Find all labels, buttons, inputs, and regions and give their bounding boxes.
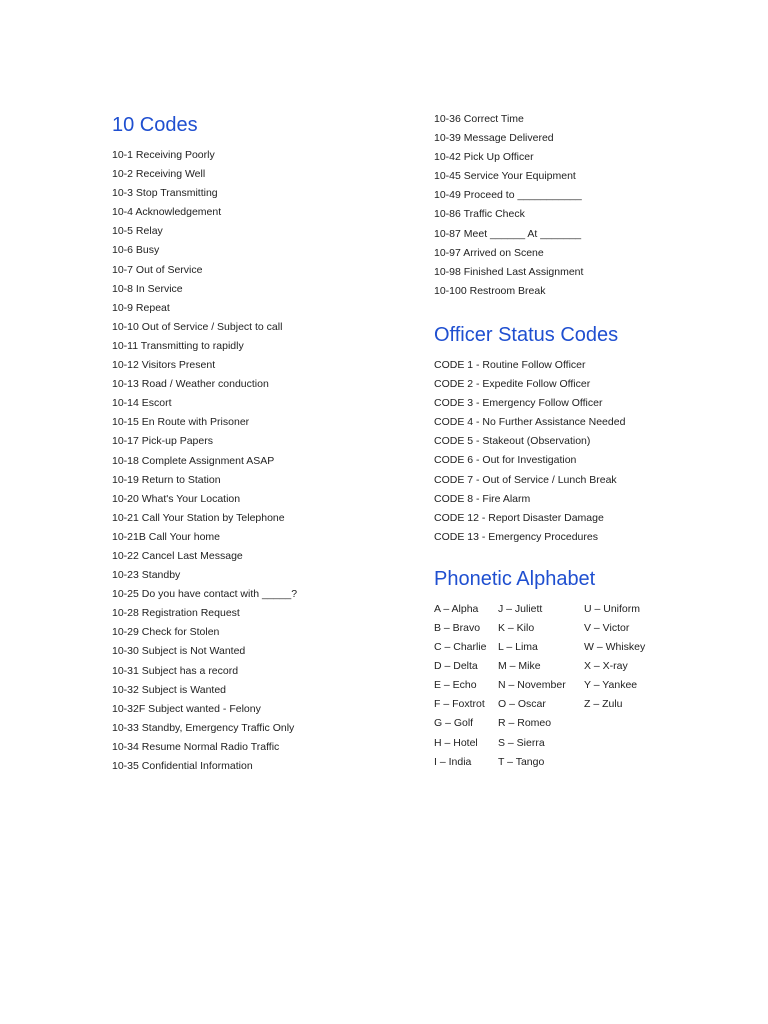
list-item: 10-12 Visitors Present: [112, 359, 216, 372]
list-item: CODE 4 - No Further Assistance Needed: [434, 416, 626, 429]
phonetic-entry: Y – Yankee: [584, 679, 638, 692]
phonetic-entry: D – Delta: [434, 660, 478, 673]
phonetic-entry: S – Sierra: [498, 736, 545, 749]
list-item: 10-21 Call Your Station by Telephone: [112, 511, 285, 524]
list-item: 10-17 Pick-up Papers: [112, 435, 213, 448]
list-item: 10-35 Confidential Information: [112, 760, 253, 772]
list-item: 10-45 Service Your Equipment: [434, 170, 576, 183]
list-item: 10-32 Subject is Wanted: [112, 683, 227, 696]
officer-status-heading: Officer Status Codes: [434, 323, 619, 346]
list-item: 10-29 Check for Stolen: [112, 626, 220, 639]
phonetic-entry: C – Charlie: [434, 641, 487, 654]
phonetic-entry: H – Hotel: [434, 736, 478, 749]
phonetic-entry: T – Tango: [498, 755, 545, 768]
list-item: 10-42 Pick Up Officer: [434, 151, 534, 164]
phonetic-entry: [584, 714, 674, 733]
list-item: CODE 12 - Report Disaster Damage: [434, 511, 604, 524]
list-item: 10-21B Call Your home: [112, 530, 220, 543]
list-item: 10-6 Busy: [112, 244, 160, 257]
list-item: 10-9 Repeat: [112, 301, 170, 314]
phonetic-entry: [584, 734, 674, 753]
phonetic-entry: R – Romeo: [498, 717, 552, 730]
list-item: 10-13 Road / Weather conduction: [112, 378, 269, 391]
list-item: 10-2 Receiving Well: [112, 168, 206, 181]
right-column: [434, 110, 734, 772]
list-item: 10-25 Do you have contact with _____?: [112, 588, 298, 601]
list-item: 10-11 Transmitting to rapidly: [112, 339, 244, 352]
phonetic-entry: E – Echo: [434, 679, 477, 692]
phonetic-entry: M – Mike: [498, 660, 541, 673]
list-item: 10-19 Return to Station: [112, 473, 221, 486]
list-item: CODE 8 - Fire Alarm: [434, 492, 531, 505]
list-item: 10-7 Out of Service: [112, 263, 203, 276]
phonetic-entry: J – Juliett: [498, 602, 543, 615]
phonetic-entry: X – X-ray: [584, 660, 628, 673]
list-item: CODE 13 - Emergency Procedures: [434, 530, 598, 543]
list-item: 10-32F Subject wanted - Felony: [112, 702, 261, 715]
phonetic-entry: I – India: [434, 755, 472, 768]
list-item: 10-8 In Service: [112, 282, 183, 295]
list-item: CODE 5 - Stakeout (Observation): [434, 435, 591, 448]
list-item: 10-36 Correct Time: [434, 113, 524, 125]
list-item: CODE 6 - Out for Investigation: [434, 454, 577, 467]
list-item: CODE 2 - Expedite Follow Officer: [434, 378, 591, 391]
ten-codes-continued-list: [434, 110, 734, 301]
list-item: 10-100 Restroom Break: [434, 284, 546, 297]
officer-status-list: [434, 356, 734, 547]
list-item: 10-86 Traffic Check: [434, 208, 525, 221]
list-item: CODE 3 - Emergency Follow Officer: [434, 397, 603, 410]
ten-codes-list: [112, 146, 412, 776]
list-item: 10-87 Meet ______ At _______: [434, 227, 582, 240]
list-item: CODE 1 - Routine Follow Officer: [434, 358, 586, 371]
list-item: 10-3 Stop Transmitting: [112, 187, 218, 200]
ten-codes-heading: 10 Codes: [112, 114, 198, 136]
phonetic-entry: [584, 753, 674, 772]
phonetic-entry: B – Bravo: [434, 621, 481, 634]
phonetic-entry: O – Oscar: [498, 698, 546, 711]
phonetic-alphabet-heading: Phonetic Alphabet: [434, 567, 596, 590]
list-item: 10-20 What's Your Location: [112, 492, 241, 505]
phonetic-entry: F – Foxtrot: [434, 698, 485, 711]
phonetic-entry: N – November: [498, 679, 566, 692]
list-item: 10-33 Standby, Emergency Traffic Only: [112, 721, 295, 734]
list-item: CODE 7 - Out of Service / Lunch Break: [434, 473, 617, 486]
list-item: 10-30 Subject is Not Wanted: [112, 645, 246, 658]
phonetic-entry: A – Alpha: [434, 602, 479, 615]
phonetic-entry: V – Victor: [584, 621, 630, 634]
left-column: [112, 110, 412, 776]
phonetic-entry: W – Whiskey: [584, 641, 646, 654]
list-item: 10-23 Standby: [112, 569, 181, 582]
list-item: 10-49 Proceed to ___________: [434, 189, 582, 202]
list-item: 10-97 Arrived on Scene: [434, 246, 544, 259]
list-item: 10-28 Registration Request: [112, 607, 240, 620]
list-item: 10-15 En Route with Prisoner: [112, 416, 250, 429]
phonetic-entry: G – Golf: [434, 717, 474, 730]
list-item: 10-4 Acknowledgement: [112, 206, 222, 219]
phonetic-entry: U – Uniform: [584, 602, 641, 615]
list-item: 10-1 Receiving Poorly: [112, 149, 215, 161]
list-item: 10-22 Cancel Last Message: [112, 549, 243, 562]
phonetic-alphabet-grid: [434, 600, 734, 772]
list-item: 10-14 Escort: [112, 397, 172, 410]
list-item: 10-98 Finished Last Assignment: [434, 265, 584, 278]
list-item: 10-39 Message Delivered: [434, 132, 554, 145]
list-item: 10-31 Subject has a record: [112, 664, 239, 677]
phonetic-entry: L – Lima: [498, 641, 538, 654]
list-item: 10-34 Resume Normal Radio Traffic: [112, 740, 280, 753]
phonetic-entry: Z – Zulu: [584, 698, 623, 711]
phonetic-entry: K – Kilo: [498, 621, 535, 634]
list-item: 10-18 Complete Assignment ASAP: [112, 454, 275, 467]
list-item: 10-5 Relay: [112, 225, 163, 238]
list-item: 10-10 Out of Service / Subject to call: [112, 320, 283, 333]
